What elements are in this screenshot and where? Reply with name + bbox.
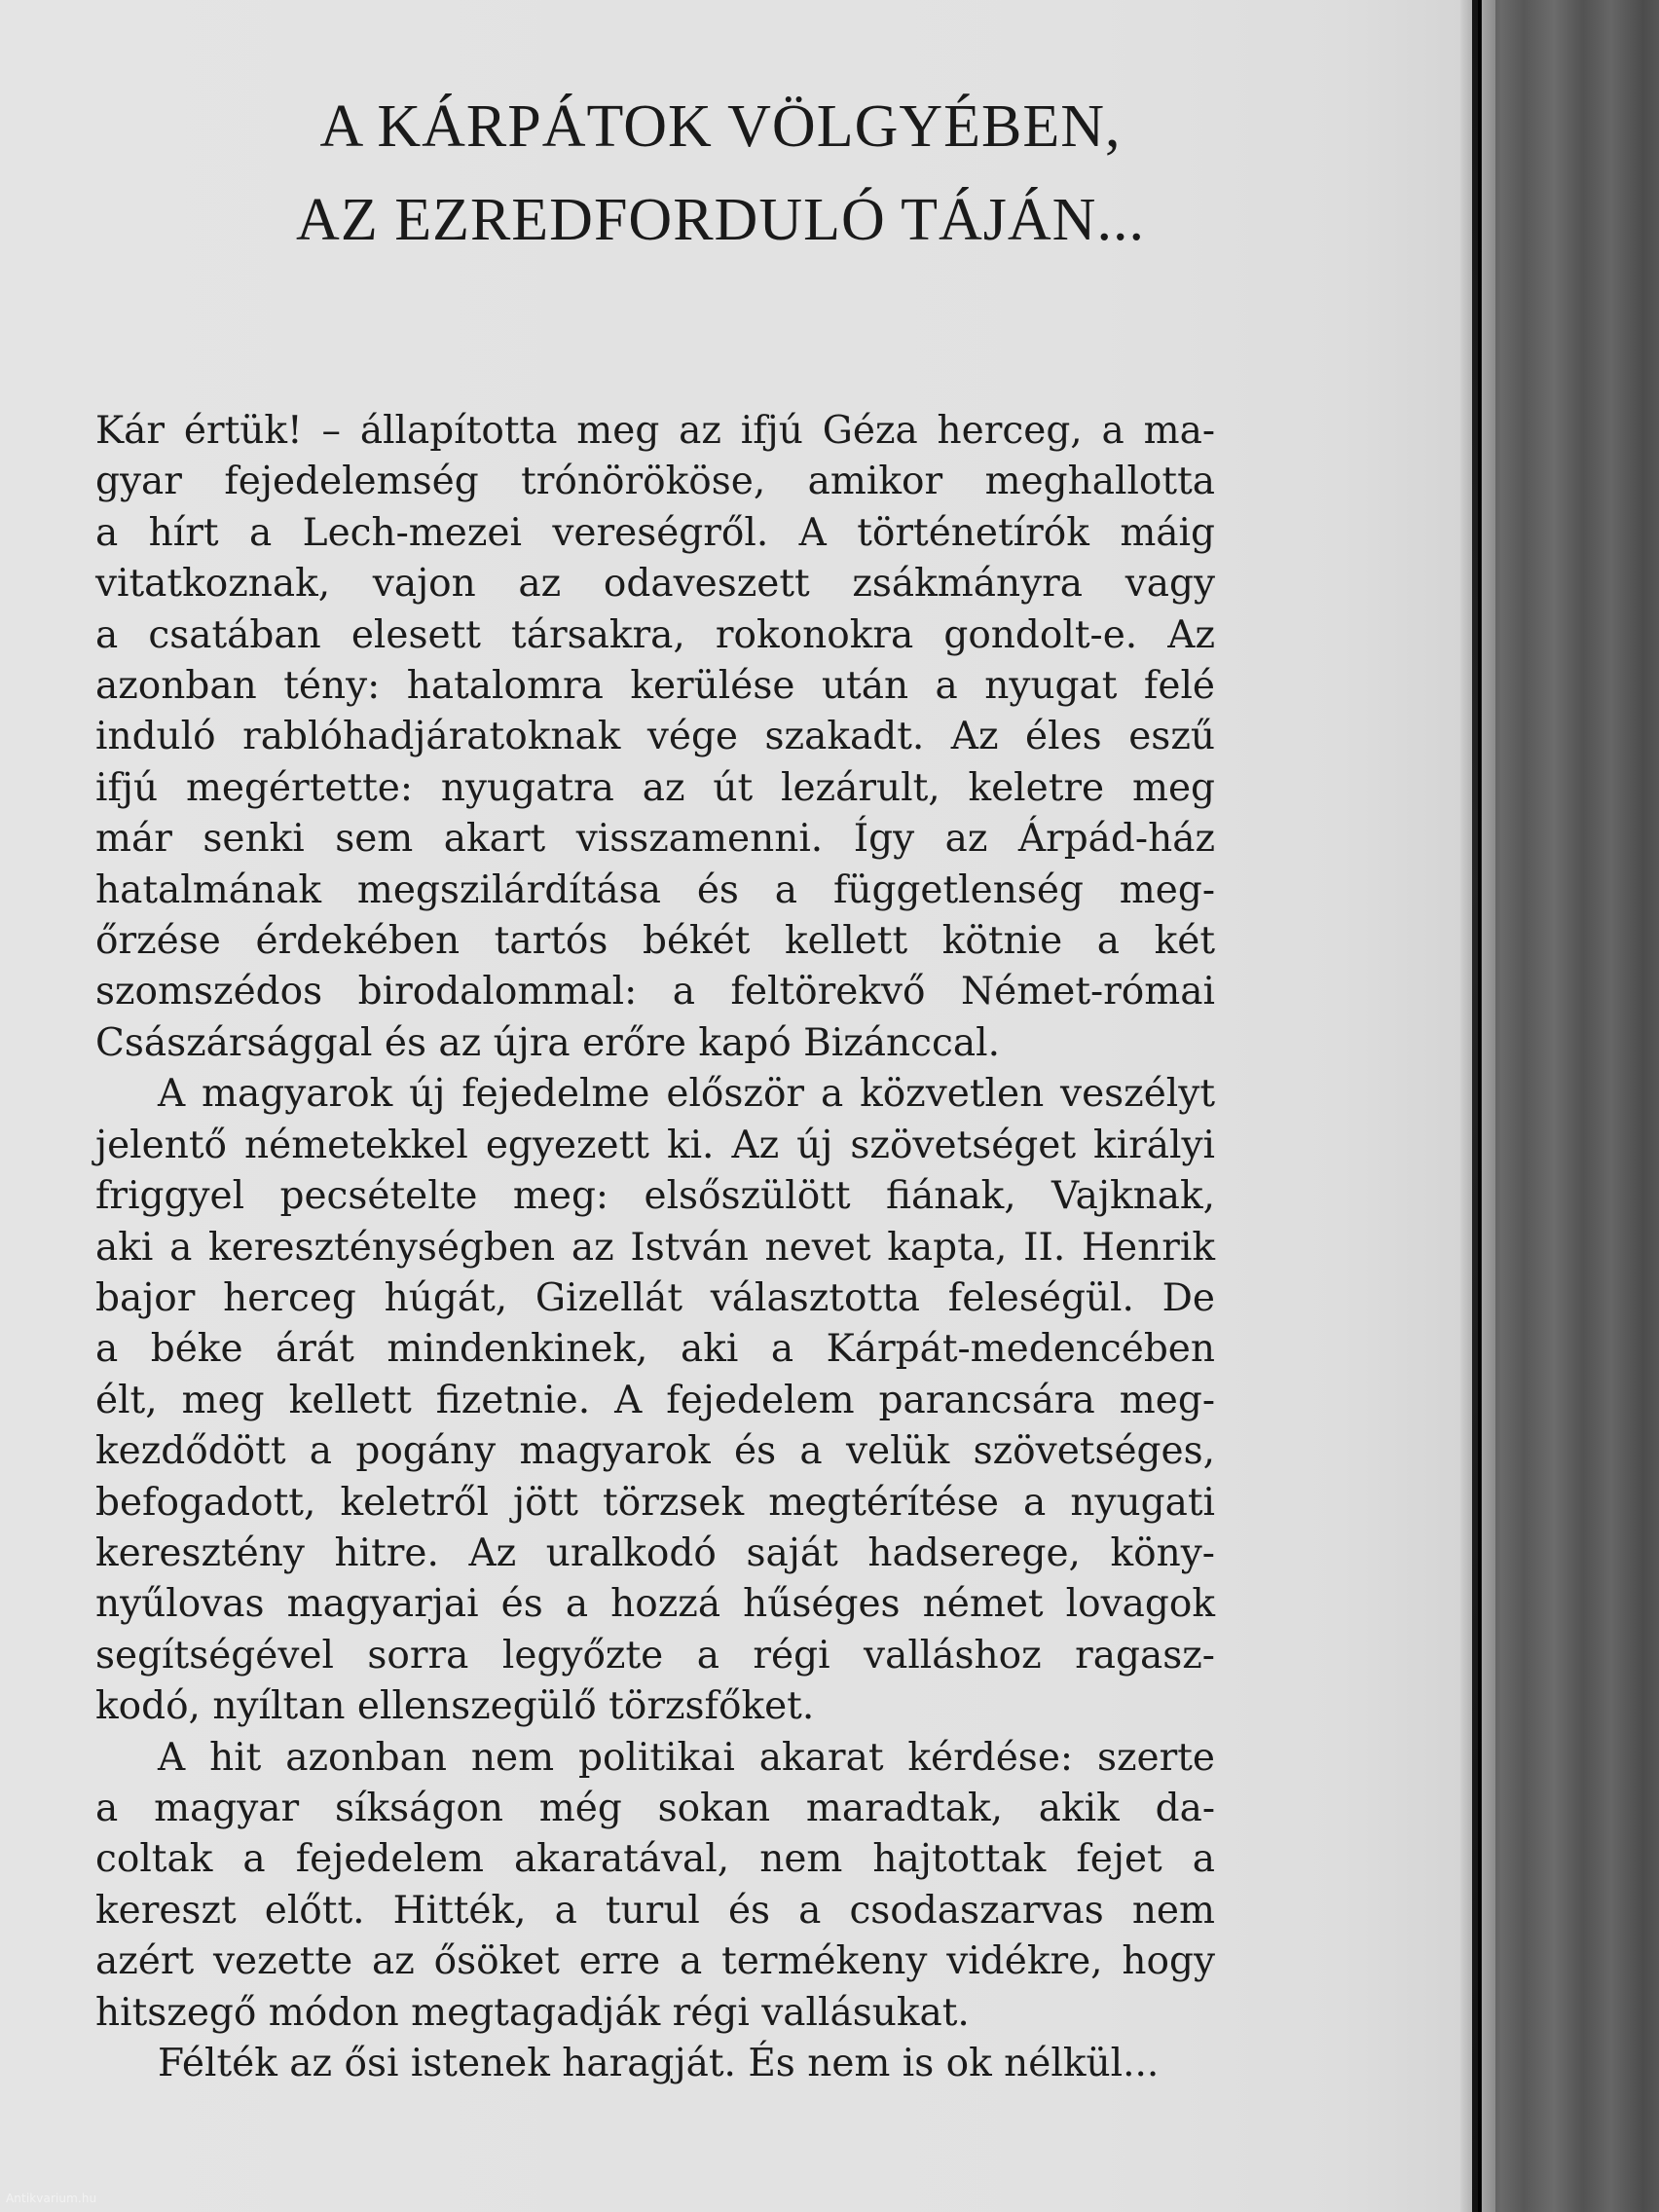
chapter-title-line-1: A KÁRPÁTOK VÖLGYÉBEN, (319, 93, 1122, 160)
body-line-27: A hit azonban nem politikai akarat kérdése: szerte (158, 1735, 1215, 1780)
body-line-24: nyűlovas magyarjai és a hozzá hűséges német lovagok (95, 1582, 1215, 1627)
body-line-30: kereszt előtt. Hitték, a turul és a csodaszarvas nem (95, 1888, 1215, 1933)
body-line-03: a hírt a Lech-mezei vereségről. A történetírók máig (95, 510, 1215, 555)
body-line-05: a csatában elesett társakra, rokonokra gondolt-e. Az (95, 612, 1215, 657)
body-line-09: már senki sem akart visszamenni. Így az Árpád-ház (95, 817, 1215, 862)
body-line-06: azonban tény: hatalomra kerülése után a nyugat felé (95, 664, 1215, 709)
body-line-26: kodó, nyíltan ellenszegülő törzsfőket. (95, 1684, 815, 1729)
body-line-12: szomszédos birodalommal: a feltörekvő Német-római (95, 970, 1215, 1014)
body-line-02: gyar fejedelemség trónörököse, amikor meghallotta (95, 460, 1215, 504)
body-line-17: aki a kereszténységben az István nevet kapta, II. Henrik (95, 1225, 1215, 1270)
body-line-01: Kár értük! – állapította meg az ifjú Géza herceg, a ma- (95, 409, 1215, 453)
body-line-16: friggyel pecsételte meg: elsőszülött fiának, Vajknak, (95, 1174, 1215, 1219)
watermark-text: Antikvarium.hu (6, 2192, 97, 2205)
body-line-29: coltak a fejedelem akaratával, nem hajtottak fejet a (95, 1837, 1215, 1882)
chapter-title (136, 80, 1305, 267)
body-line-33: Félték az ősi istenek haragját. És nem is ok nélkül... (158, 2042, 1160, 2085)
body-line-18: bajor herceg húgát, Gizellát választotta feleségül. De (95, 1275, 1215, 1320)
body-line-11: őrzése érdekében tartós békét kellett kötnie a két (95, 919, 1215, 964)
body-line-15: jelentő németekkel egyezett ki. Az új szövetséget királyi (95, 1123, 1215, 1167)
body-line-31: azért vezette az ősöket erre a termékeny vidékre, hogy (95, 1939, 1215, 1984)
chapter-title-line-2: AZ EZREDFORDULÓ TÁJÁN... (296, 187, 1145, 253)
body-line-10: hatalmának megszilárdítása és a függetlenség meg- (95, 867, 1215, 912)
body-line-13: Császársággal és az újra erőre kapó Bizánccal. (95, 1020, 1000, 1065)
body-line-08: ifjú megértette: nyugatra az út lezárult, keletre meg (95, 765, 1215, 810)
chapter-body (95, 406, 1215, 2089)
body-line-20: élt, meg kellett fizetnie. A fejedelem parancsára meg- (95, 1378, 1215, 1422)
body-line-21: kezdődött a pogány magyarok és a velük szövetséges, (95, 1429, 1215, 1474)
body-line-22: befogadott, keletről jött törzsek megtérítése a nyugati (95, 1480, 1215, 1525)
body-line-23: keresztény hitre. Az uralkodó saját hadserege, köny- (95, 1530, 1215, 1575)
body-line-28: a magyar síkságon még sokan maradtak, akik da- (95, 1786, 1215, 1830)
body-line-19: a béke árát mindenkinek, aki a Kárpát-medencében (95, 1327, 1215, 1372)
body-line-32: hitszegő módon megtagadják régi vallásukat. (95, 1990, 970, 2035)
body-line-25: segítségével sorra legyőzte a régi valláshoz ragasz- (95, 1633, 1215, 1677)
binding-gutter-line (1478, 0, 1481, 2212)
body-line-07: induló rablóhadjáratoknak vége szakadt. Az éles eszű (95, 715, 1215, 759)
body-line-14: A magyarok új fejedelme először a közvetlen veszélyt (158, 1072, 1215, 1117)
body-line-04: vitatkoznak, vajon az odaveszett zsákmányra vagy (95, 562, 1215, 607)
